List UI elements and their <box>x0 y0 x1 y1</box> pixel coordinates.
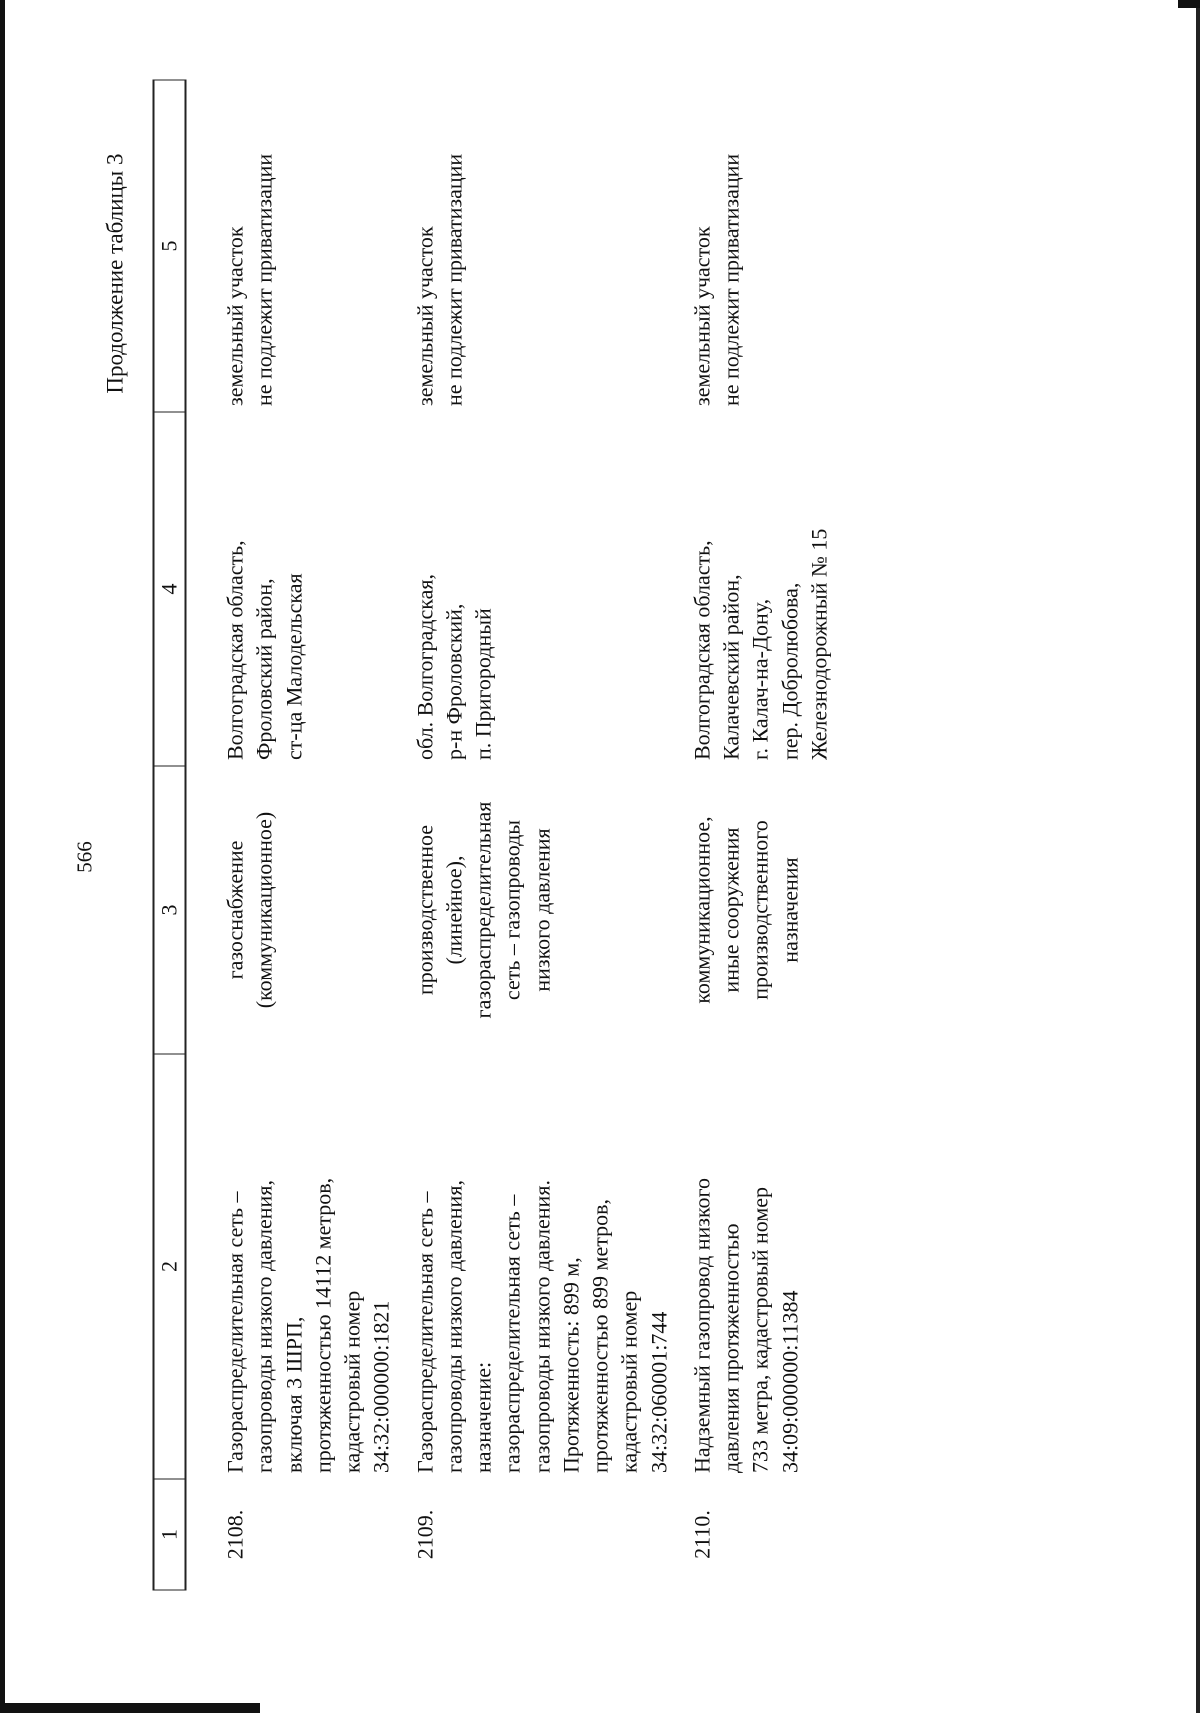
row-number: 2109. <box>411 1509 437 1559</box>
object-address: Волгоградская область, Калачевский район, г. Калач-на-Дону, пер. Добролюбова, Железнодорожный № 15 <box>688 528 831 760</box>
table-row <box>404 80 681 1590</box>
object-purpose: газоснабжение (коммуникационное) <box>222 811 277 1008</box>
object-address: обл. Волгоградская, р-н Фроловский, п. Пригородный <box>411 573 495 760</box>
object-address: Волгоградская область, Фроловский район, ст-ца Малодельская <box>222 539 306 760</box>
column-number: 4 <box>153 412 185 766</box>
column-number: 5 <box>153 80 185 412</box>
object-note: земельный участок не подлежит приватизации <box>222 153 277 406</box>
column-number: 1 <box>153 1479 185 1590</box>
column-number: 3 <box>153 766 185 1054</box>
table-caption: Продолжение таблицы 3 <box>102 153 127 394</box>
object-name: Газораспределительная сеть – газопроводы низкого давления, назначение: газораспределительная сеть – газопроводы низкого давления. Протяженность: 899 м, протяженностью 899 метров, кадастровый номер 34:32:060001:744 <box>411 1179 671 1473</box>
property-table <box>152 79 886 1590</box>
table-row <box>681 80 886 1590</box>
column-number: 2 <box>153 1054 185 1479</box>
table-row <box>185 80 404 1590</box>
object-note: земельный участок не подлежит приватизации <box>688 153 743 406</box>
page-number: 566 <box>72 840 96 873</box>
row-number: 2108. <box>222 1509 247 1559</box>
object-name: Надземный газопровод низкого давления протяженностью 733 метра, кадастровый номер 34:09:000000:11384 <box>688 1177 802 1473</box>
object-name: Газораспределительная сеть – газопроводы низкого давления, включая 3 ШРП, протяженностью 14112 метров, кадастровый номер 34:32:000000:1821 <box>222 1177 394 1473</box>
column-number-header <box>153 80 185 1590</box>
object-purpose: производственное (линейное), газораспределительная сеть – газопроводы низкого давления <box>411 801 554 1018</box>
object-note: земельный участок не подлежит приватизации <box>411 153 466 406</box>
row-number: 2110. <box>688 1509 714 1559</box>
object-purpose: коммуникационное, иные сооружения производственного назначения <box>688 815 802 1004</box>
